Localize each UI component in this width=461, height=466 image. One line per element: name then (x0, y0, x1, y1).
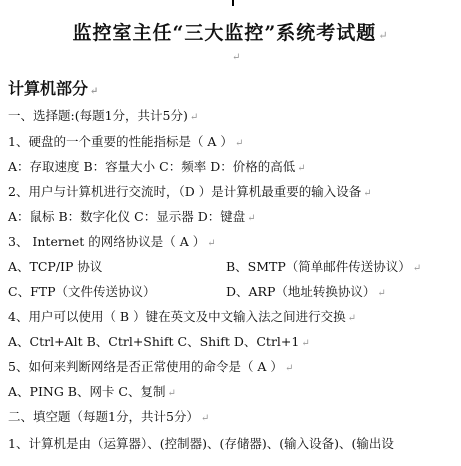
option-b: B、SMTP（简单邮件传送协议） ↵ (226, 259, 422, 274)
exam-line: 4、用户可以使用（ B ）键在英文及中文输入法之间进行交换 ↵ (8, 309, 356, 324)
exam-line: A、PING B、网卡 C、复制 ↵ (8, 384, 176, 399)
exam-options-row (8, 284, 453, 300)
paragraph-mark: ↵ (232, 52, 241, 63)
exam-line: A：存取速度 B：容量大小 C：频率 D：价格的高低 ↵ (8, 159, 306, 174)
option-a: A、TCP/IP 协议 (8, 259, 103, 274)
section-heading: 计算机部分 ↵ (8, 79, 99, 98)
exam-line: 5、如何来判断网络是否正常使用的命令是（ A ） ↵ (8, 359, 294, 374)
exam-line: 一、选择题:(每题1分，共计5分) ↵ (8, 108, 199, 123)
document-title (0, 18, 461, 45)
exam-options-row (8, 259, 453, 275)
exam-line: A：鼠标 B：数字化仪 C：显示器 D：键盘 ↵ (8, 209, 256, 224)
option-d: D、ARP（地址转换协议） ↵ (226, 284, 386, 299)
exam-line: 2、用户与计算机进行交流时，（D ）是计算机最重要的输入设备 ↵ (8, 184, 372, 199)
exam-line: 1、硬盘的一个重要的性能指标是（ A ） ↵ (8, 134, 244, 149)
exam-line: 二、填空题（每题1分，共计5分） ↵ (8, 409, 210, 424)
title-text: 监控室主任“三大监控”系统考试题 (72, 22, 377, 44)
exam-line: 1、计算机是由（运算器）、(控制器)、(存储器)、(输入设备)、(输出设 (8, 436, 394, 451)
exam-line: A、Ctrl+Alt B、Ctrl+Shift C、Shift D、Ctrl+1 ↵ (8, 334, 310, 349)
option-c: C、FTP（文件传送协议） (8, 284, 156, 299)
cursor-marker (232, 0, 234, 6)
exam-line: 3、 Internet 的网络协议是（ A ） ↵ (8, 234, 216, 249)
paragraph-mark: ↵ (378, 29, 389, 42)
